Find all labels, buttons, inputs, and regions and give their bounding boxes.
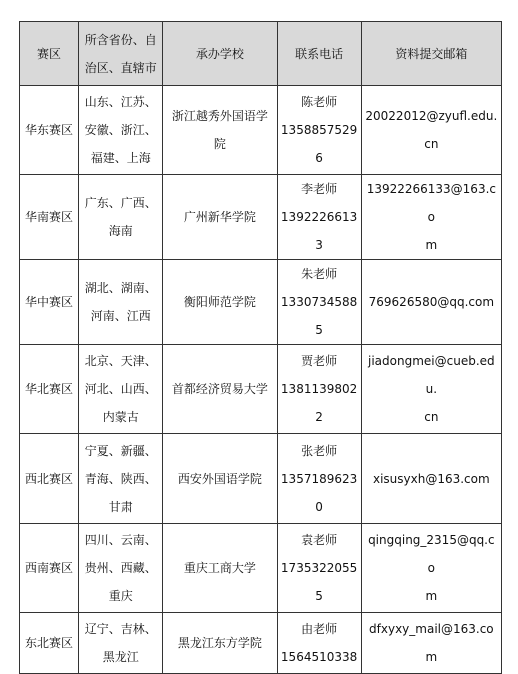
cell-school: 浙江越秀外国语学院: [163, 86, 277, 175]
table-header-row: [20, 22, 502, 86]
cell-provinces-line: 北京、天津、: [84, 354, 157, 368]
cell-email: [361, 86, 501, 175]
cell-provinces-line: 四川、云南、: [84, 533, 157, 547]
cell-email: [361, 434, 501, 524]
cell-provinces-line: 山东、江苏、: [84, 95, 157, 109]
cell-email-line: jiadongmei@cueb.edu.: [368, 354, 495, 396]
header-email: 资料提交邮箱: [361, 22, 501, 86]
cell-provinces-line: 重庆: [108, 589, 133, 603]
cell-region: 华中赛区: [20, 260, 79, 345]
contact-phone: 13588575296: [280, 123, 358, 165]
cell-contact: [277, 613, 361, 674]
cell-provinces: [79, 86, 163, 175]
cell-provinces-line: 内蒙古: [102, 410, 139, 424]
cell-provinces: [79, 345, 163, 434]
region-contact-table: [19, 21, 502, 674]
cell-email: [361, 175, 501, 260]
cell-email: [361, 345, 501, 434]
cell-email-line: qingqing_2315@qq.co: [368, 533, 495, 575]
cell-contact: [277, 434, 361, 524]
cell-provinces-line: 辽宁、吉林、: [84, 622, 157, 636]
contact-phone: 13922266133: [280, 210, 358, 252]
cell-contact: [277, 175, 361, 260]
cell-email-line: xisusyxh@163.com: [372, 471, 490, 486]
contact-phone: 17353220555: [280, 561, 358, 603]
cell-school: 广州新华学院: [163, 175, 277, 260]
header-contact: 联系电话: [277, 22, 361, 86]
header-provinces: [79, 22, 163, 86]
cell-provinces-line: 青海、陕西、: [84, 471, 157, 486]
contact-phone: 13307345885: [280, 295, 358, 337]
cell-email-line: 769626580@qq.com: [368, 295, 495, 309]
cell-provinces: [79, 434, 163, 524]
cell-email: [361, 613, 501, 674]
cell-email-line: 13922266133@163.co: [366, 182, 496, 224]
contact-name: 朱老师: [301, 267, 338, 281]
cell-school: 衡阳师范学院: [163, 260, 277, 345]
cell-provinces-line: 广东、广西、: [84, 196, 157, 210]
cell-contact: [277, 86, 361, 175]
cell-provinces-line: 河南、江西: [90, 309, 151, 323]
table-row: [20, 524, 502, 613]
cell-contact: [277, 524, 361, 613]
cell-contact: [277, 345, 361, 434]
cell-contact: [277, 260, 361, 345]
cell-school: 西安外国语学院: [163, 434, 277, 524]
cell-provinces-line: 河北、山西、: [84, 382, 157, 396]
table-row: [20, 86, 502, 175]
cell-region: 东北赛区: [20, 613, 79, 674]
cell-region: 华北赛区: [20, 345, 79, 434]
header-provinces-line: 治区、直辖市: [84, 60, 157, 75]
table-body: [20, 86, 502, 674]
cell-email: [361, 524, 501, 613]
cell-email-line: 20022012@zyufl.edu.cn: [365, 109, 498, 151]
cell-provinces-line: 福建、上海: [90, 151, 151, 165]
contact-name: 贾老师: [301, 354, 338, 368]
cell-provinces-line: 宁夏、新疆、: [84, 443, 157, 458]
cell-region: 华东赛区: [20, 86, 79, 175]
cell-email-line: m: [425, 589, 438, 603]
table-row: [20, 345, 502, 434]
contact-name: 李老师: [301, 182, 338, 196]
cell-provinces: [79, 524, 163, 613]
contact-phone: 13811398022: [280, 382, 358, 424]
cell-school: 黑龙江东方学院: [163, 613, 277, 674]
contact-phone: 13571896230: [280, 471, 358, 514]
cell-email-line: dfxyxy_mail@163.com: [369, 622, 494, 664]
cell-school: 重庆工商大学: [163, 524, 277, 613]
cell-provinces-line: 黑龙江: [102, 650, 139, 664]
contact-name: 陈老师: [301, 95, 338, 109]
cell-provinces-line: 安徽、浙江、: [84, 123, 157, 137]
cell-provinces-line: 贵州、西藏、: [84, 561, 157, 575]
cell-provinces: [79, 260, 163, 345]
contact-phone: 1564510338: [280, 650, 358, 664]
table-row: [20, 175, 502, 260]
contact-name: 袁老师: [301, 533, 338, 547]
header-provinces-line: 所含省份、自: [84, 32, 157, 47]
cell-email-line: cn: [424, 410, 439, 424]
cell-region: 西北赛区: [20, 434, 79, 524]
cell-provinces: [79, 613, 163, 674]
cell-email: [361, 260, 501, 345]
cell-region: 华南赛区: [20, 175, 79, 260]
cell-region: 西南赛区: [20, 524, 79, 613]
contact-name: 由老师: [301, 622, 338, 636]
table-row: [20, 434, 502, 524]
cell-provinces-line: 甘肃: [108, 499, 133, 514]
cell-provinces: [79, 175, 163, 260]
table-row: [20, 613, 502, 674]
cell-provinces-line: 海南: [108, 224, 133, 238]
header-region: 赛区: [20, 22, 79, 86]
table-row: [20, 260, 502, 345]
cell-email-line: m: [425, 238, 438, 252]
cell-school: 首都经济贸易大学: [163, 345, 277, 434]
header-school: 承办学校: [163, 22, 277, 86]
cell-provinces-line: 湖北、湖南、: [84, 281, 157, 295]
contact-name: 张老师: [301, 443, 338, 458]
